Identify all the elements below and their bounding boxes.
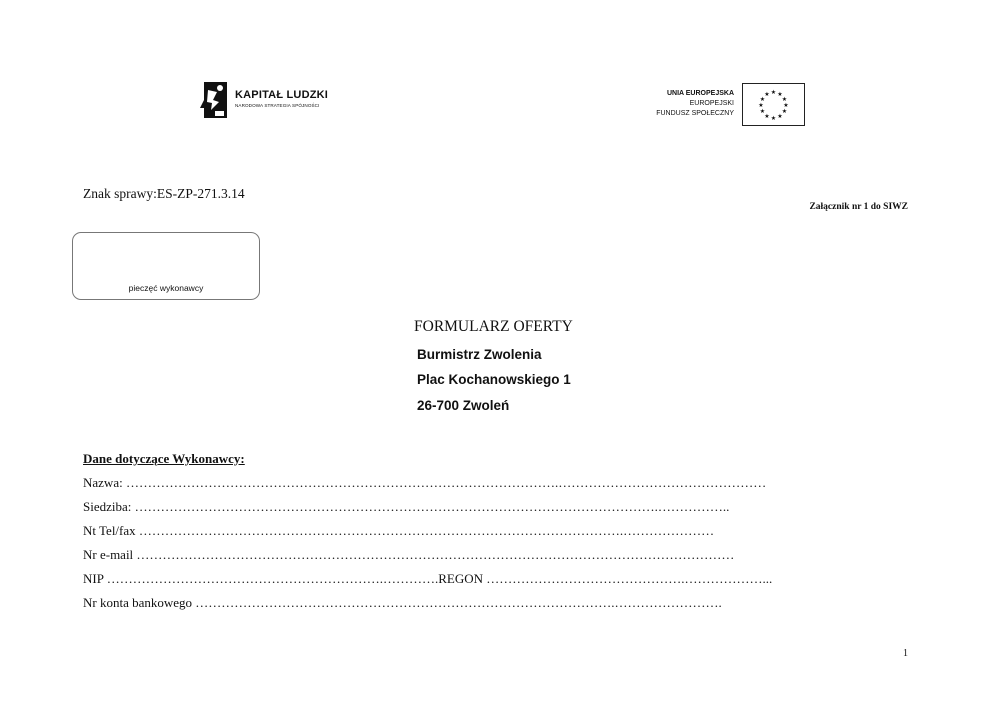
kapital-ludzki-title: KAPITAŁ LUDZKI	[235, 89, 329, 101]
stamp-label: pieczęć wykonawcy	[128, 283, 204, 293]
svg-text:★: ★	[777, 91, 783, 98]
eu-logo-text	[656, 89, 734, 119]
eu-stars-icon	[743, 84, 804, 125]
kapital-ludzki-logo	[197, 80, 337, 120]
field-nip-regon[interactable]: NIP ……………………………………………………….………….REGON ……………………………………….………………...	[83, 571, 773, 586]
kapital-ludzki-emblem-icon	[197, 80, 231, 120]
eu-line-3: FUNDUSZ SPOŁECZNY	[656, 110, 734, 117]
svg-text:★: ★	[783, 102, 789, 109]
eu-flag-icon	[742, 83, 805, 126]
field-tel-fax[interactable]: Nt Tel/fax ………………………………………………………………………………………………….…………………	[83, 523, 715, 538]
case-number: Znak sprawy:ES-ZP-271.3.14	[83, 186, 245, 201]
svg-text:★: ★	[770, 89, 777, 96]
svg-text:★: ★	[781, 108, 788, 115]
svg-text:★: ★	[759, 96, 766, 103]
field-bank-account[interactable]: Nr konta bankowego …………………………………………………………………………………….…………………….	[83, 595, 722, 610]
svg-text:★: ★	[781, 96, 788, 103]
field-email[interactable]: Nr e-mail …………………………………………………………………………………………………………………………	[83, 547, 735, 562]
eu-line-2: EUROPEJSKI	[689, 100, 734, 107]
field-seat[interactable]: Siedziba: ………………………………………………………………………………………………………….……………..	[83, 499, 730, 514]
svg-text:★: ★	[764, 91, 770, 98]
form-title: FORMULARZ OFERTY	[414, 318, 573, 335]
recipient-city: 26-700 Zwoleń	[417, 398, 510, 413]
eu-line-1: UNIA EUROPEJSKA	[666, 90, 734, 97]
svg-text:★: ★	[764, 113, 770, 120]
recipient-street: Plac Kochanowskiego 1	[417, 372, 571, 387]
recipient-name: Burmistrz Zwolenia	[417, 347, 542, 362]
field-name[interactable]: Nazwa: ……………………………………………………………………………………….…………………………………………	[83, 475, 767, 490]
page-number: 1	[903, 648, 908, 659]
annex-label: Załącznik nr 1 do SIWZ	[809, 202, 908, 212]
kapital-ludzki-subtitle: NARODOWA STRATEGIA SPÓJNOŚCI	[235, 103, 320, 108]
svg-text:★: ★	[759, 108, 766, 115]
contractor-stamp-box	[72, 232, 260, 300]
svg-text:★: ★	[770, 115, 777, 122]
contractor-heading: Dane dotyczące Wykonawcy:	[83, 451, 245, 466]
svg-text:★: ★	[777, 113, 783, 120]
svg-text:★: ★	[758, 102, 764, 109]
